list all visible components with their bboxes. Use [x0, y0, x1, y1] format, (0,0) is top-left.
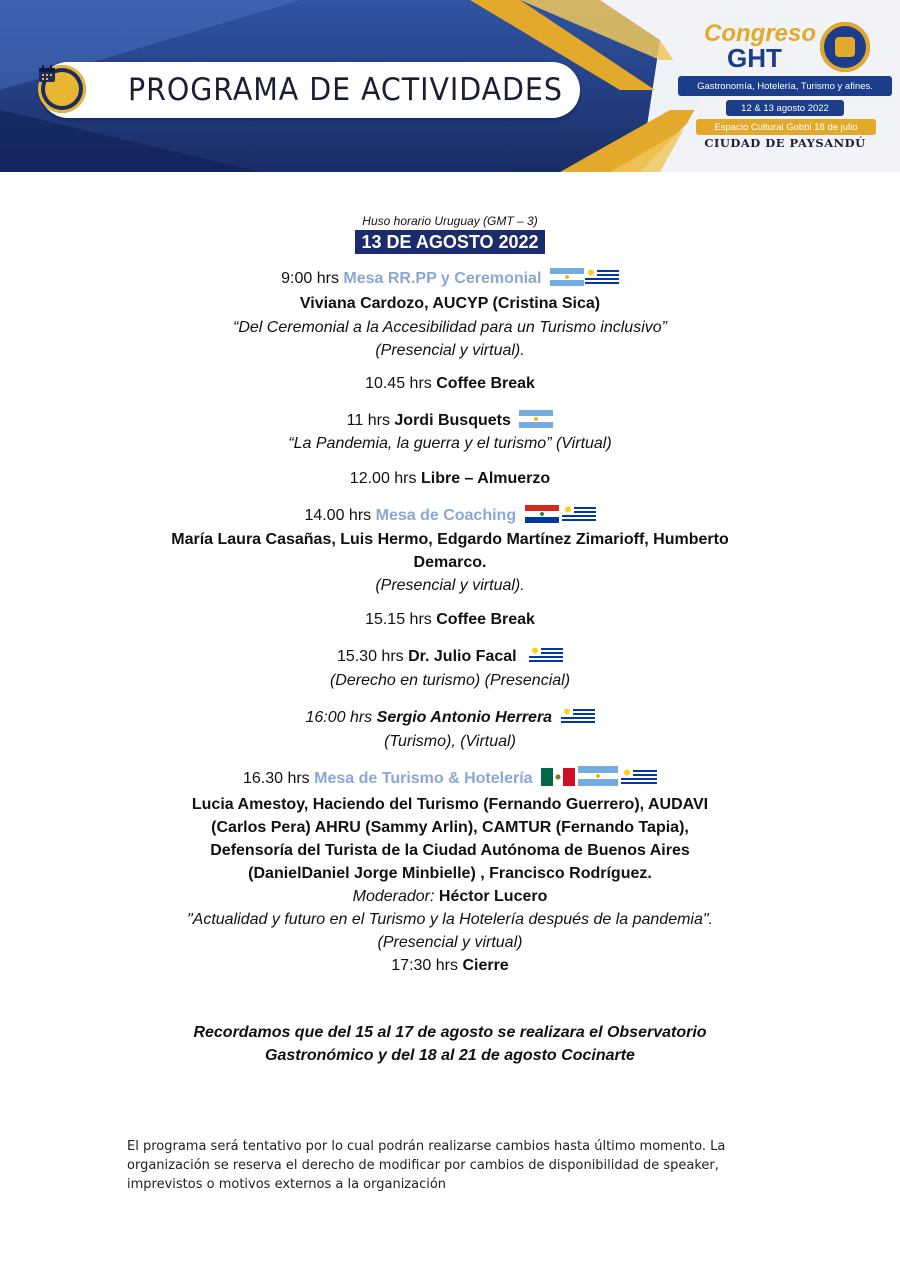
moderator-name: Héctor Lucero	[438, 888, 548, 905]
date-heading: 13 DE AGOSTO 2022	[355, 230, 544, 254]
schedule-item-5	[0, 610, 900, 630]
schedule-item-6	[0, 646, 900, 667]
logo-city: CIUDAD DE PAYSANDÚ	[704, 136, 866, 150]
item-title: Sergio Antonio Herrera	[376, 709, 553, 726]
item-title: Dr. Julio Facal	[408, 648, 517, 665]
item-speakers: (DanielDaniel Jorge Minbielle) , Francisco Rodríguez.	[248, 865, 652, 882]
item-time: 9:00 hrs	[281, 270, 339, 287]
item-speakers: Defensoría del Turista de la Ciudad Autónoma de Buenos Aires	[210, 842, 690, 859]
item-time: 15.30 hrs	[336, 648, 404, 665]
item-title: Coffee Break	[436, 375, 535, 392]
item-talk: “Del Ceremonial a la Accesibilidad para un Turismo inclusivo”	[233, 319, 667, 336]
uruguay-flag-icon	[585, 268, 619, 286]
schedule-item-2	[0, 410, 900, 431]
disclaimer-line-2: organización se reserva el derecho de modificar por cambios de disponibilidad de speaker,	[127, 1158, 719, 1173]
argentina-flag-icon	[519, 410, 553, 428]
uruguay-flag-icon	[562, 505, 596, 523]
schedule-item-7	[0, 707, 900, 728]
header-banner	[0, 0, 900, 172]
item-talk: (Turismo), (Virtual)	[384, 733, 516, 750]
item-time: 16:00 hrs	[305, 709, 373, 726]
item-title: Libre – Almuerzo	[420, 470, 551, 487]
item-speakers-cont: Demarco.	[413, 554, 487, 571]
item-title: Mesa de Turismo & Hotelería	[314, 770, 533, 787]
date-heading-row	[0, 230, 900, 254]
logo-ght: GHT	[727, 43, 782, 73]
logo-congreso: Congreso	[704, 20, 817, 47]
item-talk: "Actualidad y futuro en el Turismo y la Hotelería después de la pandemia".	[186, 911, 713, 928]
calendar-badge	[38, 65, 86, 113]
schedule-item-3	[0, 469, 900, 489]
reminder-line-1: Recordamos que del 15 al 17 de agosto se realizara el Observatorio	[193, 1024, 707, 1041]
item-speakers: Viviana Cardozo, AUCYP (Cristina Sica)	[299, 295, 601, 312]
paraguay-flag-icon	[525, 505, 559, 523]
reminder-line-2: Gastronómico y del 18 al 21 de agosto Cocinarte	[265, 1047, 635, 1064]
schedule-item-4	[0, 505, 900, 526]
item-time: 12.00 hrs	[349, 470, 417, 487]
disclaimer	[127, 1137, 787, 1194]
item-title: Coffee Break	[436, 611, 535, 628]
schedule-item-9	[0, 956, 900, 976]
item-time: 15.15 hrs	[365, 611, 432, 628]
mexico-flag-icon	[541, 768, 575, 786]
item-talk: “La Pandemia, la guerra y el turismo” (Virtual)	[288, 435, 612, 452]
item-mode: (Presencial y virtual).	[375, 577, 525, 594]
item-moderator-row	[0, 887, 900, 907]
moderator-label: Moderador:	[352, 888, 435, 905]
item-time: 11 hrs	[346, 412, 390, 429]
schedule-item-0	[0, 268, 900, 289]
uruguay-flag-icon	[621, 768, 657, 786]
item-speakers: Lucia Amestoy, Haciendo del Turismo (Fernando Guerrero), AUDAVI	[191, 796, 709, 813]
item-time: 14.00 hrs	[304, 507, 372, 524]
timezone-note: Huso horario Uruguay (GMT – 3)	[362, 214, 538, 228]
item-speakers: (Carlos Pera) AHRU (Sammy Arlin), CAMTUR (Fernando Tapia),	[211, 819, 689, 836]
calendar-icon	[45, 72, 79, 106]
item-time: 17:30 hrs	[391, 957, 458, 974]
item-speakers: María Laura Casañas, Luis Hermo, Edgardo Martínez Zimarioff, Humberto	[171, 531, 729, 548]
item-time: 16.30 hrs	[242, 770, 310, 787]
argentina-flag-icon	[578, 766, 618, 786]
page-title: PROGRAMA DE ACTIVIDADES	[128, 72, 563, 108]
logo-subtitle: Gastronomía, Hotelería, Turismo y afines.	[678, 76, 892, 96]
item-title: Mesa RR.PP y Ceremonial	[343, 270, 542, 287]
item-time: 10.45 hrs	[365, 375, 432, 392]
schedule-item-8	[0, 766, 900, 789]
item-title: Cierre	[462, 957, 509, 974]
podium-icon	[820, 22, 870, 72]
item-title: Mesa de Coaching	[375, 507, 517, 524]
logo-dates: 12 & 13 agosto 2022	[726, 100, 844, 116]
schedule-item-1	[0, 374, 900, 394]
item-mode: (Presencial y virtual)	[377, 934, 523, 951]
uruguay-flag-icon	[561, 707, 595, 725]
item-mode: (Presencial y virtual).	[375, 342, 525, 359]
item-talk: (Derecho en turismo) (Presencial)	[329, 672, 571, 689]
item-title: Jordi Busquets	[394, 412, 511, 429]
argentina-flag-icon	[550, 268, 584, 286]
logo-venue: Espacio Cultural Gobbi 18 de julio	[696, 119, 876, 135]
disclaimer-line-3: imprevistos o motivos externos a la organización	[127, 1177, 447, 1192]
uruguay-flag-icon	[529, 646, 563, 664]
disclaimer-line-1: El programa será tentativo por lo cual podrán realizarse cambios hasta último momento. La	[127, 1139, 726, 1154]
